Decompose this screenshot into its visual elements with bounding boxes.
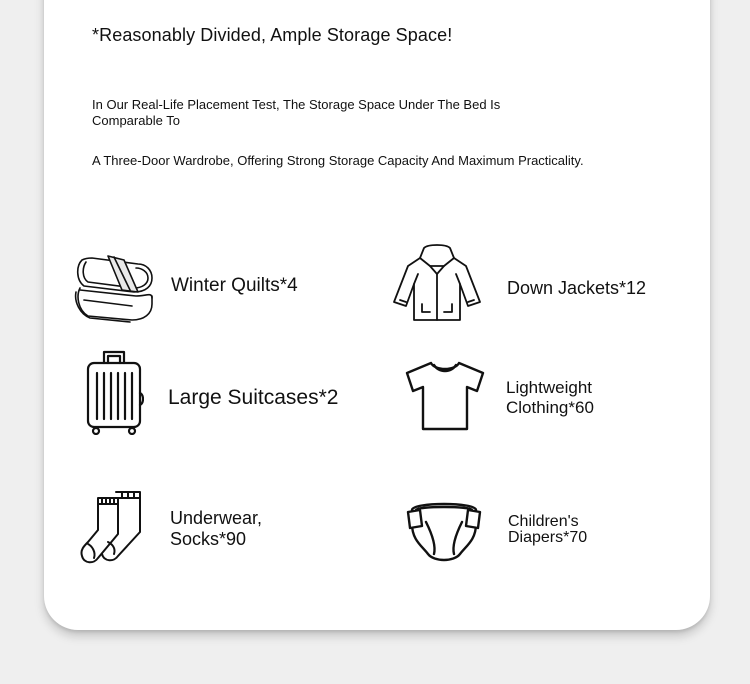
folded-quilt-icon bbox=[72, 252, 156, 326]
section-heading: *Reasonably Divided, Ample Storage Space! bbox=[92, 25, 453, 45]
socks-icon bbox=[78, 490, 144, 566]
diaper-icon bbox=[406, 496, 482, 566]
jacket-icon bbox=[392, 244, 482, 324]
tshirt-icon bbox=[403, 359, 487, 433]
suitcase-icon bbox=[84, 349, 144, 435]
item-label-winter-quilts: Winter Quilts*4 bbox=[171, 275, 298, 296]
item-label-large-suitcases: Large Suitcases*2 bbox=[168, 386, 339, 409]
item-label-down-jackets: Down Jackets*12 bbox=[507, 278, 647, 298]
description-line-2: A Three-Door Wardrobe, Offering Strong Storage Capacity And Maximum Practicality. bbox=[92, 153, 584, 168]
item-label-childrens-diapers: Children's Diapers*70 bbox=[508, 513, 588, 546]
item-label-underwear-socks: Underwear, Socks*90 bbox=[170, 508, 263, 549]
item-label-lightweight-clothing: Lightweight Clothing*60 bbox=[506, 378, 594, 417]
description-line-1: In Our Real-Life Placement Test, The Storage Space Under The Bed Is Comparable To bbox=[92, 97, 501, 128]
